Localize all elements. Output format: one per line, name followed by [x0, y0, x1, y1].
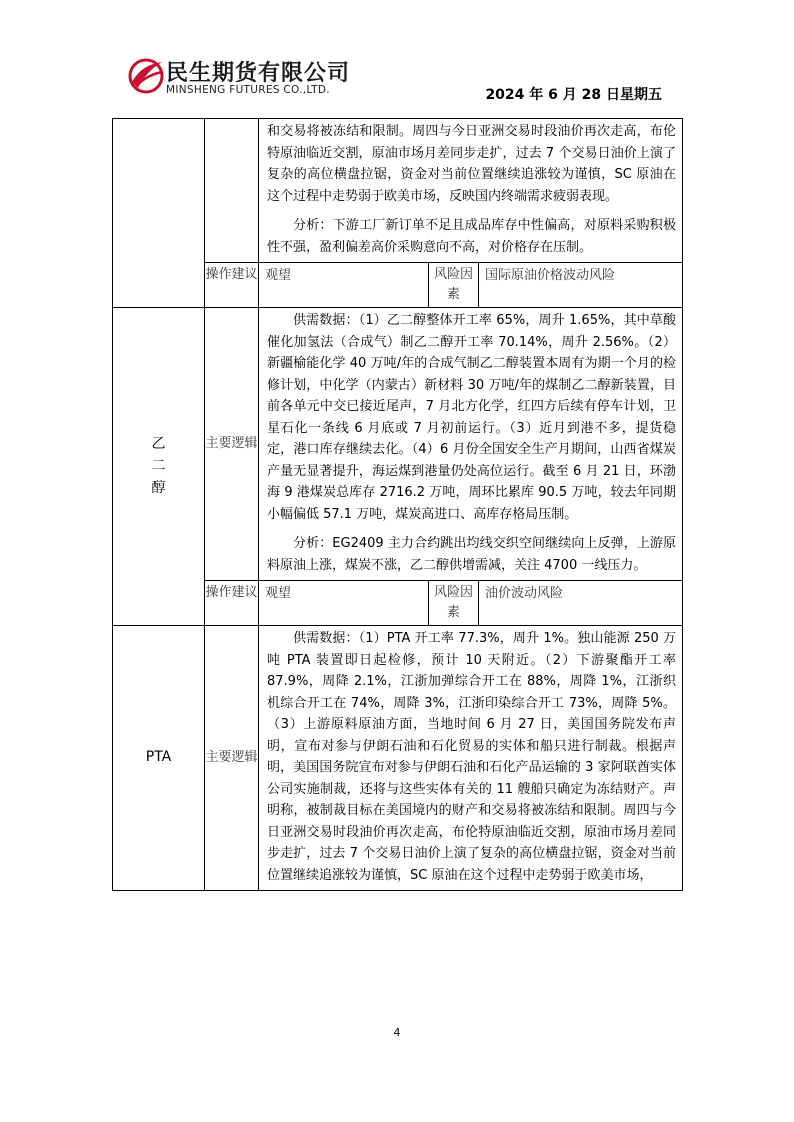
commodity-analysis-table [112, 118, 683, 891]
operation-label: 操作建议 [205, 581, 259, 626]
analysis-paragraph: 分析：EG2409 主力合约跳出均线交织空间继续向上反弹，上游原料原油上涨，煤炭不涨，乙二醇供增需减，关注 4700 一线压力。 [267, 536, 677, 573]
logic-body-cell [259, 119, 683, 263]
company-name-cn: 民生期货有限公司 [166, 61, 351, 86]
risk-value: 国际原油价格波动风险 [479, 263, 683, 308]
operation-value: 观望 [259, 581, 429, 626]
section-name-label: 乙二醇 [151, 436, 166, 497]
risk-label: 风险因素 [429, 581, 479, 626]
logic-label-cell: 主要逻辑 [205, 626, 259, 891]
section-name-pta: PTA [113, 626, 205, 891]
logic-paragraph: 和交易将被冻结和限制。周四与今日亚洲交易时段油价再次走高，布伦特原油临近交割，原油市场月差同步走扩，过去 7 个交易日油价上演了复杂的高位横盘拉锯，资金对当前位置继续追涨较为谨慎，SC 原油在这个过程中走势弱于欧美市场，反映国内终端需求疲弱表现。 [267, 124, 677, 204]
section-continued-logic-row [113, 119, 683, 263]
operation-label: 操作建议 [205, 263, 259, 308]
risk-value: 油价波动风险 [479, 581, 683, 626]
page-number: 4 [393, 1026, 401, 1039]
section-eg-logic-row [113, 308, 683, 581]
supply-demand-paragraph: 供需数据：（1）PTA 开工率 77.3%，周升 1%。独山能源 250 万吨 PTA 装置即日起检修，预计 10 天附近。（2）下游聚酯开工率 87.9%，周降 2.1%，江浙加弹综合开工在 88%，周降 1%，江浙织机综合开工在 74%，周降 3%，江浙印染综合开工 73%，周降 5%。（3）上游原料原油方面，当地时间 6 月 27 日，美国国务院发布声明，宣布对参与伊朗石油和石化贸易的实体和船只进行制裁。根据声明，美国国务院宣布对参与伊朗石油和石化产品运输的 3 家阿联酋实体公司实施制裁，还将与这些实体有关的 11 艘船只确定为冻结财产。声明称，被制裁目标在美国境内的财产和交易将被冻结和限制。周四与今日亚洲交易时段油价再次走高，布伦特原油临近交割，原油市场月差同步走扩，过去 7 个交易日油价上演了复杂的高位横盘拉锯，资金对当前位置继续追涨较为谨慎，SC 原油在这个过程中走势弱于欧美市场， [267, 631, 677, 883]
supply-demand-paragraph: 供需数据：（1）乙二醇整体开工率 65%，周升 1.65%，其中草酸催化加氢法（合成气）制乙二醇开工率 70.14%，周升 2.56%。（2）新疆榆能化学 40 万吨/年的合成气制乙二醇装置本周有为期一个月的检修计划，中化学（内蒙古）新材料 30 万吨/年的煤制乙二醇新装置，目前各单元中交已接近尾声，7 月北方化学，红四方后续有停车计划，卫星石化一条线 6 月底或 7 月初前运行。（3）近月到港不多，提货稳定，港口库存继续去化。（4）6 月份全国安全生产月期间，山西省煤炭产量无显著提升，海运煤到港量仍处高位运行。截至 6 月 21 日，环渤海 9 港煤炭总库存 2716.2 万吨，周环比累库 90.5 万吨，较去年同期小幅偏低 57.1 万吨，煤炭高进口、高库存格局压制。 [267, 313, 677, 522]
logic-label-cell: 主要逻辑 [205, 308, 259, 581]
section-name-cell [113, 119, 205, 308]
report-date: 2024 年 6 月 28 日星期五 [485, 87, 662, 103]
analysis-paragraph: 分析：下游工厂新订单不足且成品库存中性偏高，对原料采购积极性不强，盈利偏差高价采购意向不高，对价格存在压制。 [267, 218, 677, 255]
section-name-eg [113, 308, 205, 626]
operation-value: 观望 [259, 263, 429, 308]
risk-label: 风险因素 [429, 263, 479, 308]
logic-body-cell [259, 308, 683, 581]
minsheng-logo-icon [128, 56, 164, 94]
logic-label-cell [205, 119, 259, 263]
company-name-en: MINSHENG FUTURES CO.,LTD. [166, 84, 330, 96]
section-pta-logic-row [113, 626, 683, 891]
company-logo [128, 56, 368, 100]
logic-body-cell [259, 626, 683, 891]
